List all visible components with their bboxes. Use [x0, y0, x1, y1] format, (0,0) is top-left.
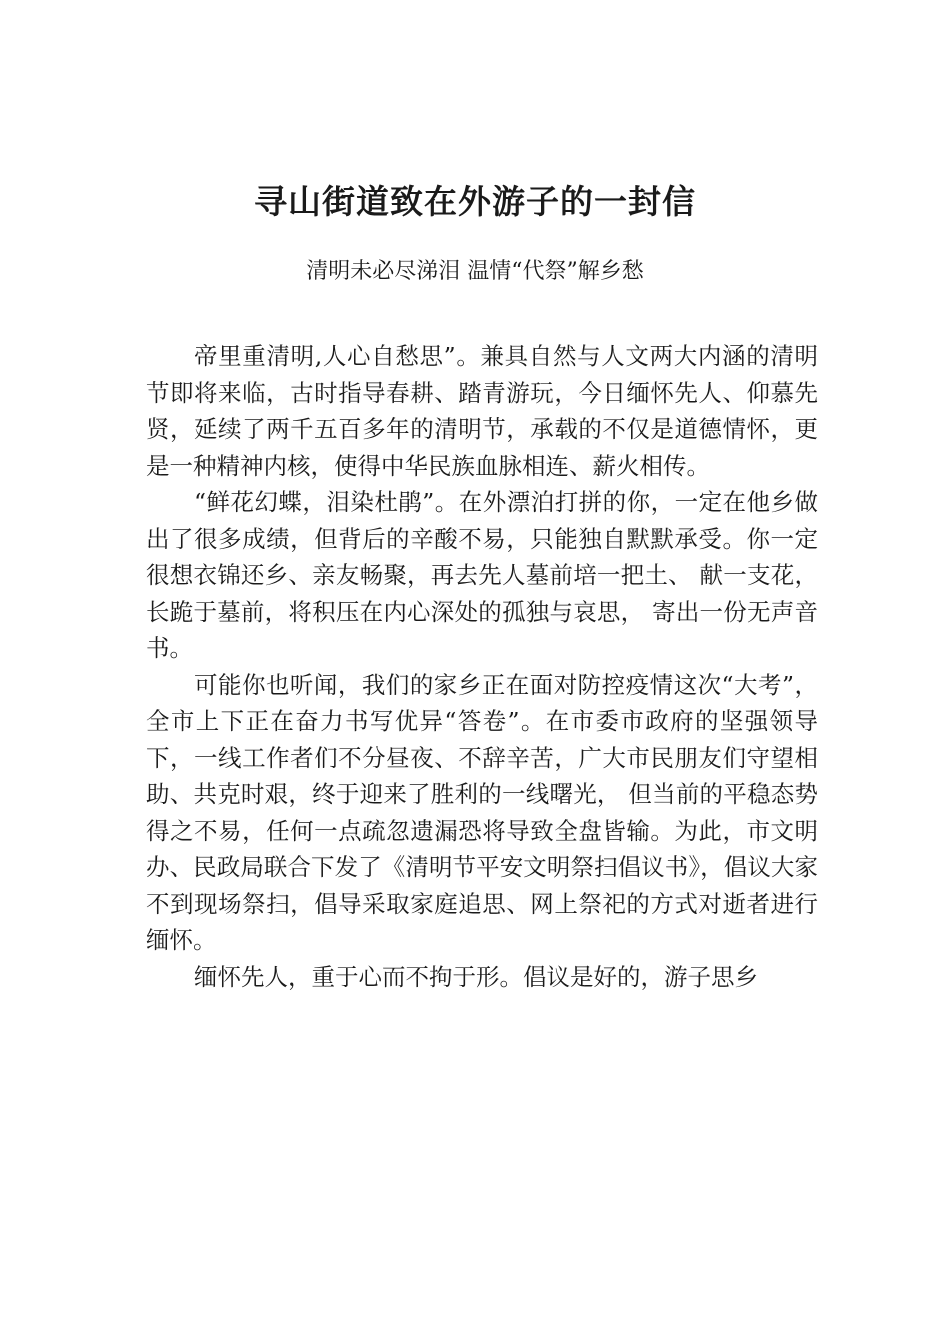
document-title: 寻山街道致在外游子的一封信: [254, 182, 696, 222]
document-body: [146, 338, 818, 995]
document-subtitle: 清明未必尽涕泪 温情“代祭”解乡愁: [306, 259, 644, 284]
paragraph-2: “鲜花幻蝶，泪染杜鹃”。在外漂泊打拼的你，一定在他乡做出了很多成绩，但背后的辛酸不易，只能独自默默承受。你一定很想衣锦还乡、亲友畅聚，再去先人墓前培一把土、 献一支花，长跪于墓前，将积压在内心深处的孤独与哀思， 寄出一份无声音书。: [146, 488, 818, 662]
paragraph-4: 缅怀先人，重于心而不拘于形。倡议是好的，游子思乡: [194, 962, 758, 991]
paragraph-3: 可能你也听闻，我们的家乡正在面对防控疫情这次“大考”，全市上下正在奋力书写优异“答卷”。在市委市政府的坚强领导下，一线工作者们不分昼夜、不辞辛苦，广大市民朋友们守望相助、共克时艰，终于迎来了胜利的一线曙光， 但当前的平稳态势得之不易，任何一点疏忽遗漏恐将导致全盘皆输。为此，市文明办、民政局联合下发了《清明节平安文明祭扫倡议书》，倡议大家不到现场祭扫，倡导采取家庭追思、网上祭祀的方式对逝者进行缅怀。: [146, 670, 818, 954]
paragraph-1: 帝里重清明,人心自愁思”。兼具自然与人文两大内涵的清明节即将来临，古时指导春耕、踏青游玩，今日缅怀先人、仰慕先贤，延续了两千五百多年的清明节，承载的不仅是道德情怀，更是一种精神内核，使得中华民族血脉相连、薪火相传。: [146, 342, 818, 480]
